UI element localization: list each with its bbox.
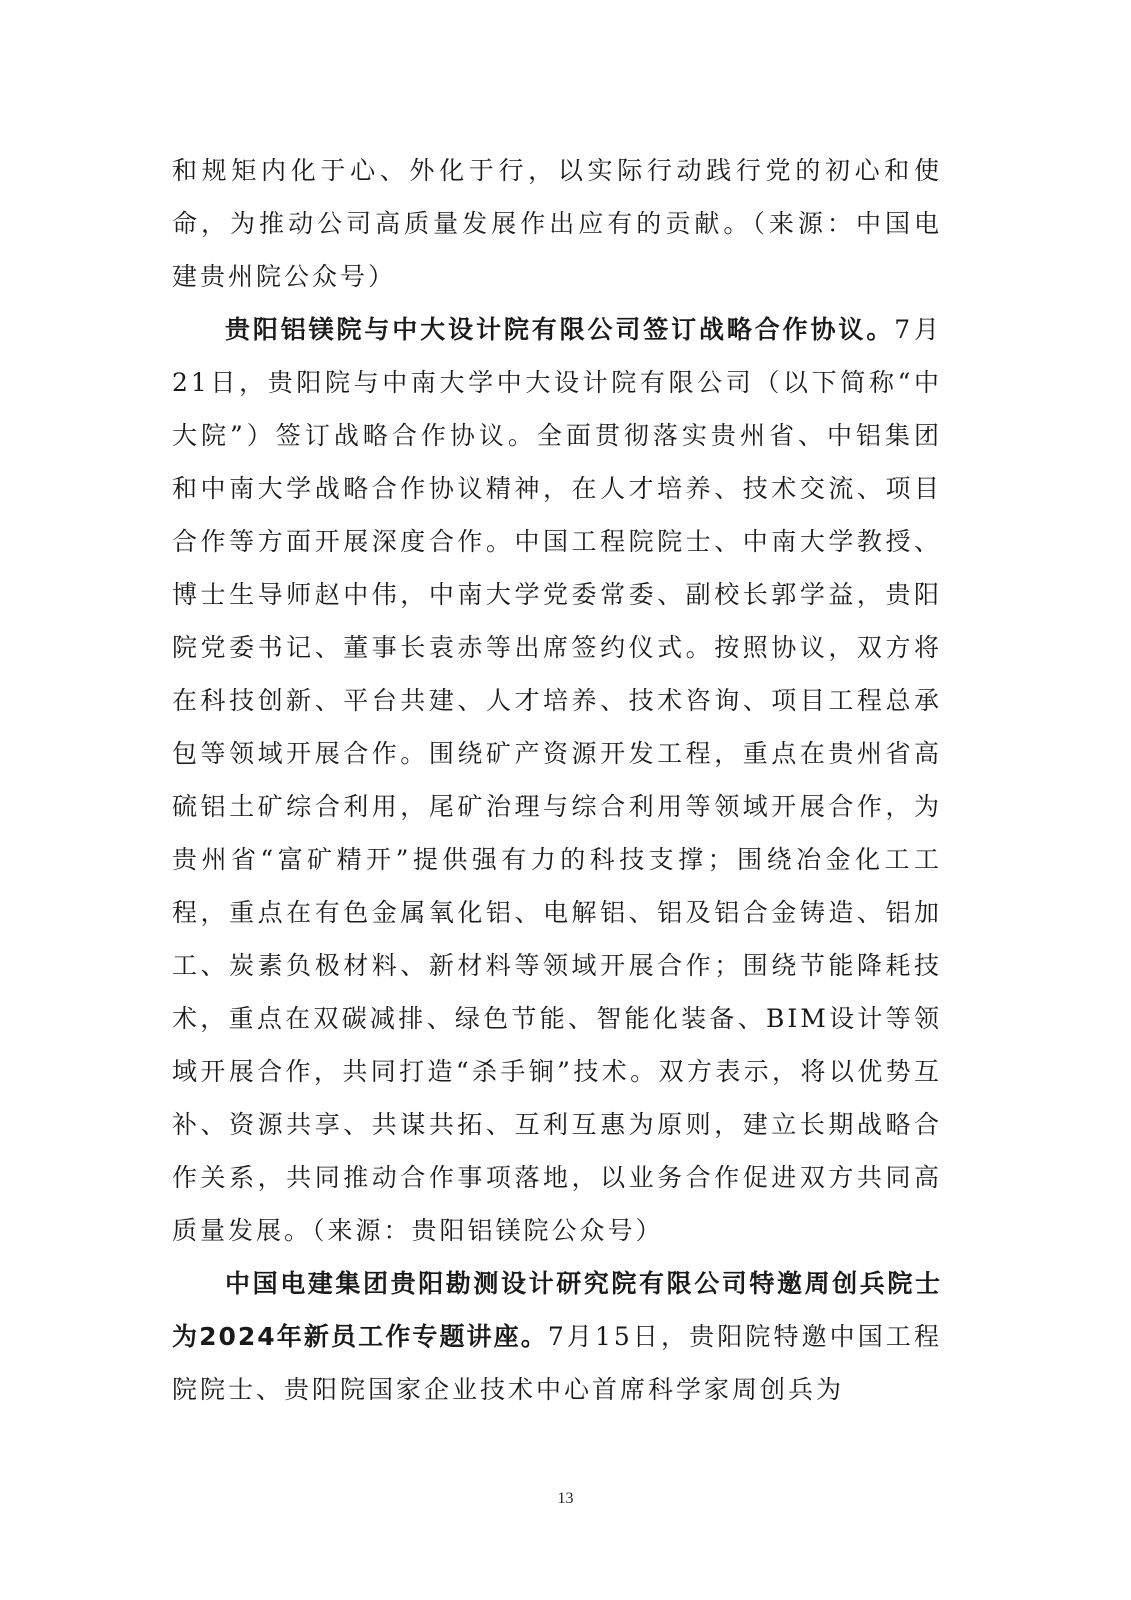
paragraph-text: 和规矩内化于心、外化于行，以实际行动践行党的初心和使命，为推动公司高质量发展作出应有的贡献。（来源：中国电建贵州院公众号） xyxy=(172,156,942,291)
paragraph-news-item xyxy=(172,1257,942,1416)
paragraph-text: 7月15日，贵阳院特邀中国工程院院士、贵阳院国家企业技术中心首席科学家周创兵为 xyxy=(172,1322,942,1404)
paragraph-text: 7月21日，贵阳院与中南大学中大设计院有限公司（以下简称“中大院”）签订战略合作协议。全面贯彻落实贵州省、中铝集团和中南大学战略合作协议精神，在人才培养、技术交流、项目合作等方面开展深度合作。中国工程院院士、中南大学教授、博士生导师赵中伟，中南大学党委常委、副校长郭学益，贵阳院党委书记、董事长袁赤等出席签约仪式。按照协议，双方将在科技创新、平台共建、人才培养、技术咨询、项目工程总承包等领域开展合作。围绕矿产资源开发工程，重点在贵州省高硫铝土矿综合利用，尾矿治理与综合利用等领域开展合作，为贵州省“富矿精开”提供强有力的科技支撑；围绕冶金化工工程，重点在有色金属氧化铝、电解铝、铝及铝合金铸造、铝加工、炭素负极材料、新材料等领域开展合作；围绕节能降耗技术，重点在双碳减排、绿色节能、智能化装备、BIM设计等领域开展合作，共同打造“杀手锏”技术。双方表示，将以优势互补、资源共享、共谋共拓、互利互惠为原则，建立长期战略合作关系，共同推动合作事项落地，以业务合作促进双方共同高质量发展。（来源：贵阳铝镁院公众号） xyxy=(172,315,942,1245)
paragraph-continuation xyxy=(172,144,942,303)
paragraph-news-item xyxy=(172,303,942,1257)
page-number: 13 xyxy=(557,1490,574,1507)
paragraph-headline: 贵阳铝镁院与中大设计院有限公司签订战略合作协议。 xyxy=(225,315,895,344)
paragraph-headline: 中国电建集团贵阳勘测设计研究院有限公司特邀周创兵院士为2024年新员工作专题讲座。 xyxy=(172,1269,942,1351)
document-body xyxy=(172,144,942,1416)
